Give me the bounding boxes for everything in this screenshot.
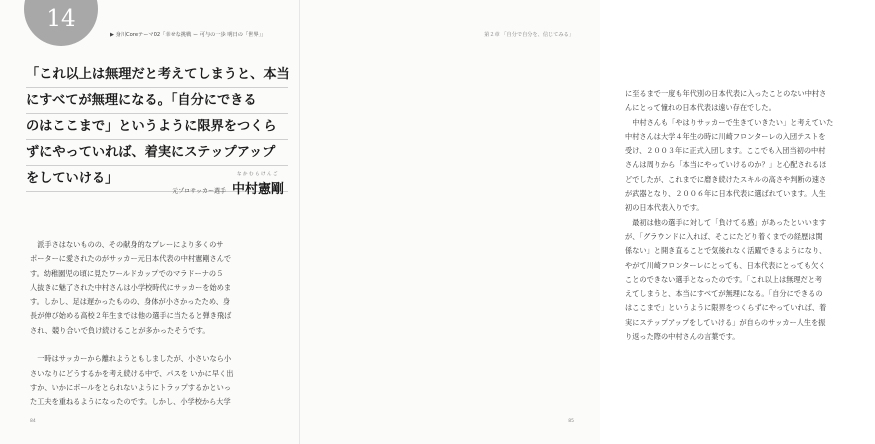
chapter-number: 14 <box>46 6 76 32</box>
chapter-number-badge <box>24 0 98 46</box>
author-name: 中村憲剛 <box>231 182 284 197</box>
body-line: やがて川崎フロンターレにとっても、日本代表にとっても欠く <box>625 260 826 270</box>
body-line: す。しかし、足は遅かったものの、身体が小さかったため、身 <box>30 297 231 307</box>
author-name-group <box>231 172 284 197</box>
body-line: 初の日本代表入りです。 <box>625 203 704 213</box>
body-line: さいなりにどうするかを考え続ける中で、パスを いかに早く出 <box>30 368 234 378</box>
body-line: され、競り合いで負け続けることが多かったそうです。 <box>30 325 210 335</box>
body-line: ポーターに愛されたのがサッカー元日本代表の中村憲剛さんで <box>30 254 232 264</box>
body-line: 受け、２００３年に正式入団します。ここでも入団当初の中村 <box>625 146 826 156</box>
right-body-text <box>625 87 875 344</box>
body-line: どでしたが、これまでに磨き続けたスキルの高さや判断の速さ <box>625 174 827 184</box>
body-line: 係ない」と開き直ることで気後れなく活躍できるようになり、 <box>625 246 827 256</box>
right-page <box>300 0 834 444</box>
quote-line: にすべてが無理になる。「自分にできる <box>26 88 288 114</box>
body-line: が武器となり、２００６年に日本代表に選ばれています。人生 <box>625 189 826 199</box>
left-page <box>0 0 299 444</box>
body-line: んにとって憧れの日本代表は遠い存在でした。 <box>625 103 776 113</box>
running-head-right: 第２章 「自分で自分を、信じてみる」 <box>484 32 574 38</box>
author-ruby: なかむらけんご <box>236 172 279 177</box>
quote-line: をしていける」 <box>26 166 288 192</box>
body-line: 派手さはないものの、その献身的なプレーにより多くのサ <box>30 240 224 249</box>
body-line: 中村さんも「やはりサッカーで生きていきたい」と考えていた <box>625 117 834 127</box>
body-line: さんは周りから「本当にやっていけるのか？」と心配されるほ <box>625 160 827 170</box>
quote-attribution <box>118 172 284 197</box>
body-line: 人抜きに魅了された中村さんは小学校時代にサッカーを始めま <box>30 282 232 292</box>
body-line: はここまで」というように限界をつくらずにやっていれば、着 <box>625 303 827 313</box>
body-line: た工夫を重ねるようになったのです。しかし、小学校から大学 <box>30 397 231 407</box>
running-head-left: ▶ 身川Coreテーマ02「幸せな挑戦 ー 可与の一歩 明日の「世界」」 <box>110 32 267 38</box>
body-line: 中村さんは大学４年生の時に川崎フロンターレの入団テストを <box>625 131 826 141</box>
page-number-right: 85 <box>568 419 574 424</box>
body-line: 一時はサッカーから離れようともしましたが、小さいなら小 <box>30 354 232 364</box>
body-line: に至るまで一度も年代別の日本代表に入ったことのない中村さ <box>625 89 827 98</box>
body-line: ことのできない選手となったのです。「これ以上は無理だと考 <box>625 274 823 284</box>
author-role: 元プロサッカー選手 <box>172 188 226 195</box>
body-line: が、「グラウンドに入れば、そこにたどり着くまでの経歴は関 <box>625 231 823 241</box>
body-line: えてしまうと、本当にすべてが無理になる。「自分にできるの <box>625 289 823 299</box>
body-line: 長が伸び始める高校２年生までは他の選手に当たると弾き飛ば <box>30 311 232 321</box>
quote-line: 「これ以上は無理だと考えてしまうと、本当 <box>26 62 288 88</box>
body-line: 実にステップアップをしていける」が自らのサッカー人生を振 <box>625 317 826 327</box>
page-number-left: 84 <box>30 419 36 424</box>
body-line: す。幼稚園児の頃に見たワールドカップでのマラドーナの５ <box>30 268 224 278</box>
quote-line: ずにやっていれば、着実にステップアップ <box>26 140 288 166</box>
body-line: 最初は他の選手に対して「負けてる感」があったといいます <box>625 217 827 227</box>
body-line: り返った際の中村さんの言葉です。 <box>625 332 740 342</box>
quote-line: のはここまで」というように限界をつくら <box>26 114 288 140</box>
body-line <box>30 338 286 352</box>
body-line: すか、いかにボールをとられないようにトラップするかといっ <box>30 382 231 392</box>
left-body-text <box>30 238 286 410</box>
